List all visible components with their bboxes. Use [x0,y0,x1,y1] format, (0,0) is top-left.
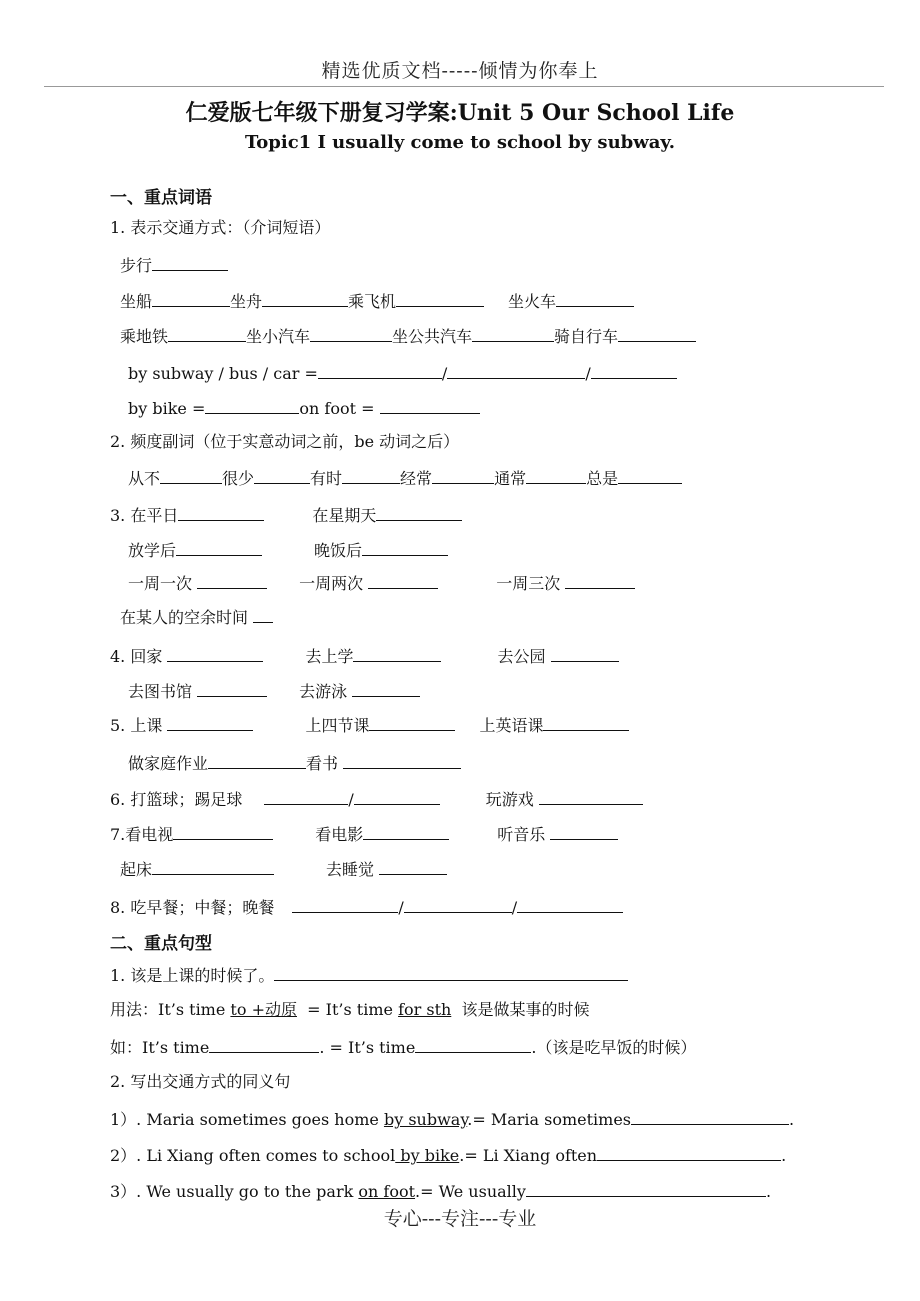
answer-blank[interactable] [380,397,480,414]
after-supper-label: 晚饭后 [314,541,363,560]
answer-blank[interactable] [274,964,628,981]
answer-blank[interactable] [565,572,635,589]
q2-label: 2. 频度副词（位于实意动词之前，be 动词之后） [110,432,460,451]
q6-row [110,788,643,810]
answer-blank[interactable] [197,572,267,589]
usage-suffix: 该是做某事的时候 [461,1000,590,1019]
period: . [765,1182,772,1201]
by-transport-label: by subway / bus / car = [128,364,318,383]
three-label: 一周三次 [496,574,561,593]
answer-blank[interactable] [539,788,643,805]
header-divider [44,86,884,87]
answer-blank[interactable] [292,896,398,913]
answer-blank[interactable] [209,1036,319,1053]
usually-label: 通常 [494,469,527,488]
answer-blank[interactable] [362,539,448,556]
answer-blank[interactable] [556,290,634,307]
answer-blank[interactable] [253,606,273,623]
answer-blank[interactable] [178,504,264,521]
bus-label: 坐公共汽车 [392,327,473,346]
answer-blank[interactable] [254,467,310,484]
q3-row-2 [128,539,448,561]
answer-blank[interactable] [618,325,696,342]
document-subtitle: Topic1 I usually come to school by subway. [244,132,676,153]
s2-label: 2. 写出交通方式的同义句 [110,1072,291,1091]
once-label: 一周一次 [128,574,193,593]
s1-example [110,1036,696,1058]
answer-blank[interactable] [363,823,449,840]
answer-blank[interactable] [631,1108,789,1125]
q3-row-1 [110,504,462,526]
answer-blank[interactable] [353,645,441,662]
answer-blank[interactable] [173,823,273,840]
s2-l1-rest: .= Maria sometimes [467,1110,632,1129]
answer-blank[interactable] [415,1036,531,1053]
example-suffix: .（该是吃早饭的时候） [531,1038,697,1057]
answer-blank[interactable] [404,896,512,913]
s2-l2-rest: .= Li Xiang often [459,1146,598,1165]
s2-l3-rest: .= We usually [415,1182,526,1201]
answer-blank[interactable] [368,572,438,589]
park-label: 去公园 [497,647,546,666]
sleep-label: 去睡觉 [326,860,375,879]
example-prefix: 如：It’s time [110,1038,210,1057]
answer-blank[interactable] [550,823,618,840]
library-label: 去图书馆 [128,682,193,701]
answer-blank[interactable] [526,467,586,484]
q8-label: 8. 吃早餐；中餐；晚餐 [110,898,275,917]
period: . [789,1110,795,1129]
q4-label: 4. 回家 [110,647,163,666]
car-label: 坐小汽车 [246,327,311,346]
q1-label: 1. 表示交通方式：（介词短语） [110,218,331,237]
answer-blank[interactable] [168,325,246,342]
games-label: 玩游戏 [485,790,534,809]
answer-blank[interactable] [517,896,623,913]
q5-label: 5. 上课 [110,716,163,735]
answer-blank[interactable] [376,504,462,521]
always-label: 总是 [586,469,619,488]
answer-blank[interactable] [197,680,267,697]
walk-label: 步行 [120,256,153,275]
section-heading-sentences: 二、重点句型 [110,934,212,954]
q3-row-4 [120,606,273,628]
answer-blank[interactable] [160,467,222,484]
answer-blank[interactable] [551,645,619,662]
answer-blank[interactable] [591,362,677,379]
s2-l2-underlined: by bike [395,1146,460,1165]
swim-label: 去游泳 [299,682,348,701]
usage-mid: = It’s time [307,1000,399,1019]
free-time-label: 在某人的空余时间 [120,608,249,627]
s2-l2-text: 2）. Li Xiang often comes to school [110,1146,396,1165]
answer-blank[interactable] [176,539,262,556]
page-footer: 专心---专注---专业 [383,1208,537,1230]
page-header: 精选优质文档-----倾情为你奉上 [321,60,599,82]
answer-blank[interactable] [526,1180,766,1197]
music-label: 听音乐 [497,825,546,844]
s2-line-1 [110,1108,794,1130]
slash: / [511,898,518,917]
answer-blank[interactable] [352,680,420,697]
answer-blank[interactable] [447,362,585,379]
q1-row-subway [120,325,696,347]
answer-blank[interactable] [152,858,274,875]
s2-line-3 [110,1180,771,1202]
answer-blank[interactable] [205,397,299,414]
q8-row [110,896,623,918]
usage-for-sth: for sth [398,1000,452,1019]
getup-label: 起床 [120,860,153,879]
answer-blank[interactable] [310,325,392,342]
sometimes-label: 有时 [310,469,343,488]
s1-row [110,964,628,986]
period: . [781,1146,787,1165]
answer-blank[interactable] [354,788,440,805]
q3-label: 3. 在平日 [110,506,179,525]
usage-to-verb: to +动原 [230,1000,297,1019]
answer-blank[interactable] [152,290,230,307]
twice-label: 一周两次 [299,574,364,593]
by-bike-label: by bike = [128,399,206,418]
answer-blank[interactable] [152,254,228,271]
slash: / [398,898,404,917]
school-label: 去上学 [305,647,354,666]
slash: / [348,790,354,809]
s2-l3-text: 3）. We usually go to the park [110,1182,359,1201]
s2-line-2 [110,1144,786,1166]
often-label: 经常 [400,469,433,488]
after-school-label: 放学后 [128,541,177,560]
answer-blank[interactable] [396,290,484,307]
usage-prefix: 用法：It’s time [110,1000,231,1019]
answer-blank[interactable] [262,290,348,307]
train-label: 坐火车 [508,292,557,311]
q7-row-2 [120,858,447,880]
seldom-label: 很少 [222,469,255,488]
movie-label: 看电影 [315,825,364,844]
q4-row-1 [110,645,619,667]
answer-blank[interactable] [432,467,494,484]
answer-blank[interactable] [543,714,629,731]
answer-blank[interactable] [342,467,400,484]
q1-row-by: by subway / bus / car = / / [128,362,677,384]
q1-row-walk [120,254,228,276]
answer-blank[interactable] [318,362,442,379]
q1-row-boat [120,290,634,312]
q3-row-3 [128,572,635,594]
document-title: 仁爱版七年级下册复习学案:Unit 5 Our School Life [185,100,735,126]
q5-row-2 [128,752,461,774]
plane-label: 乘飞机 [348,292,397,311]
english-class-label: 上英语课 [479,716,544,735]
on-foot-label: on foot = [299,399,375,418]
answer-blank[interactable] [618,467,682,484]
s1-usage [110,1000,589,1020]
answer-blank[interactable] [379,858,447,875]
weekend-label: 在星期天 [312,506,377,525]
q1-row-bike [128,397,480,419]
q7-label: 7.看电视 [110,825,174,844]
s2-l1-text: 1）. Maria sometimes goes home [110,1110,384,1129]
s1-label: 1. 该是上课的时候了。 [110,966,275,985]
section-heading-vocab: 一、重点词语 [110,188,212,208]
answer-blank[interactable] [208,752,306,769]
q5-row-1 [110,714,629,736]
q2-row [128,467,682,489]
subway-label: 乘地铁 [120,327,169,346]
read-label: 看书 [306,754,339,773]
answer-blank[interactable] [264,788,348,805]
four-classes-label: 上四节课 [305,716,370,735]
s2-l1-underlined: by subway [383,1110,468,1129]
example-mid: . = It’s time [319,1038,416,1057]
q6-label: 6. 打篮球；踢足球 [110,790,243,809]
answer-blank[interactable] [472,325,554,342]
answer-blank[interactable] [597,1144,781,1161]
s2-l3-underlined: on foot [358,1182,416,1201]
bike-label: 骑自行车 [554,327,619,346]
q4-row-2 [128,680,420,702]
never-label: 从不 [128,469,161,488]
boat2-label: 坐舟 [230,292,263,311]
answer-blank[interactable] [167,714,253,731]
q7-row-1 [110,823,618,845]
boat-label: 坐船 [120,292,153,311]
answer-blank[interactable] [167,645,263,662]
answer-blank[interactable] [343,752,461,769]
homework-label: 做家庭作业 [128,754,209,773]
answer-blank[interactable] [369,714,455,731]
